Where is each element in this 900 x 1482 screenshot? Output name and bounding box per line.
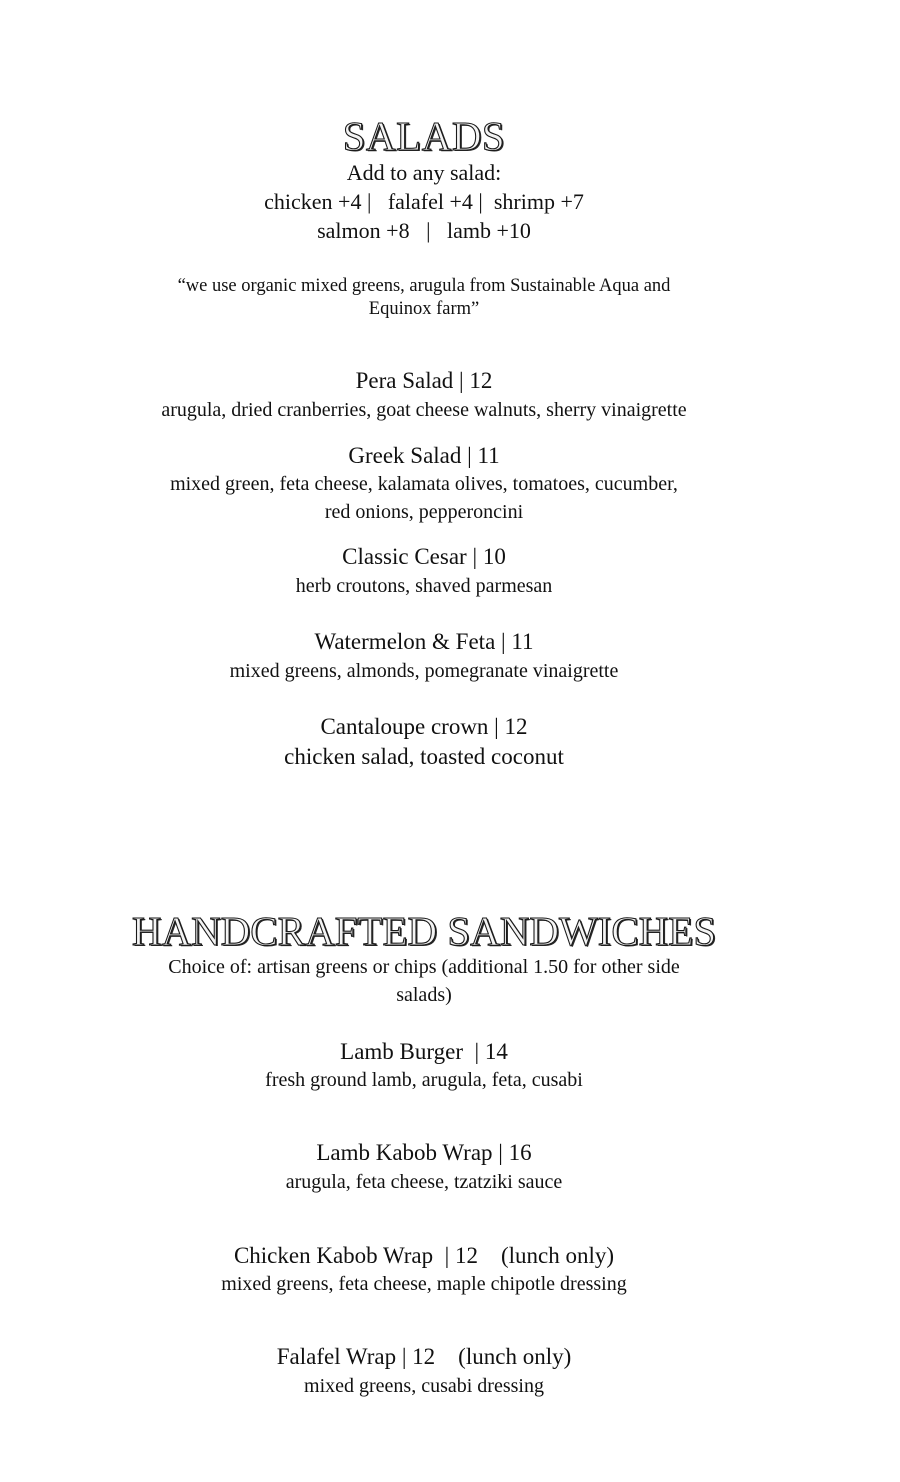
side-choice-line-1: Choice of: artisan greens or chips (additional 1.50 for other side xyxy=(168,956,680,978)
addons-line-1: chicken +4 | falafel +4 | shrimp +7 xyxy=(264,189,584,214)
item-description: mixed green, feta cheese, kalamata olives, tomatoes, cucumber, xyxy=(170,473,678,495)
addons-line-2: salmon +8 | lamb +10 xyxy=(317,218,531,243)
item-title: Lamb Burger | 14 xyxy=(340,1039,508,1064)
sandwiches-heading: HANDCRAFTED SANDWICHES xyxy=(131,908,717,954)
greens-note-line-2: Equinox farm” xyxy=(368,299,480,319)
item-description: red onions, pepperoncini xyxy=(324,501,524,523)
item-title: Chicken Kabob Wrap | 12 (lunch only) xyxy=(233,1243,615,1268)
item-title: Greek Salad | 11 xyxy=(348,443,500,468)
item-title: Pera Salad | 12 xyxy=(355,368,493,393)
item-description: herb croutons, shaved parmesan xyxy=(295,575,553,597)
item-title: Lamb Kabob Wrap | 16 xyxy=(316,1140,532,1165)
item-title: Watermelon & Feta | 11 xyxy=(314,629,534,654)
item-description: mixed greens, feta cheese, maple chipotle dressing xyxy=(221,1273,627,1295)
item-description: chicken salad, toasted coconut xyxy=(284,744,564,769)
side-choice-line-2: salads) xyxy=(396,984,452,1006)
addons-label: Add to any salad: xyxy=(346,160,502,185)
item-description: mixed greens, cusabi dressing xyxy=(304,1375,544,1397)
item-title: Cantaloupe crown | 12 xyxy=(320,714,528,739)
item-description: mixed greens, almonds, pomegranate vinaigrette xyxy=(229,660,619,682)
greens-note-line-1: “we use organic mixed greens, arugula from Sustainable Aqua and xyxy=(177,276,671,296)
item-description: fresh ground lamb, arugula, feta, cusabi xyxy=(265,1069,583,1091)
item-description: arugula, dried cranberries, goat cheese walnuts, sherry vinaigrette xyxy=(161,399,687,421)
salads-heading: SALADS xyxy=(342,113,506,159)
item-description: arugula, feta cheese, tzatziki sauce xyxy=(285,1171,563,1193)
item-title: Falafel Wrap | 12 (lunch only) xyxy=(276,1344,572,1369)
item-title: Classic Cesar | 10 xyxy=(342,544,506,569)
